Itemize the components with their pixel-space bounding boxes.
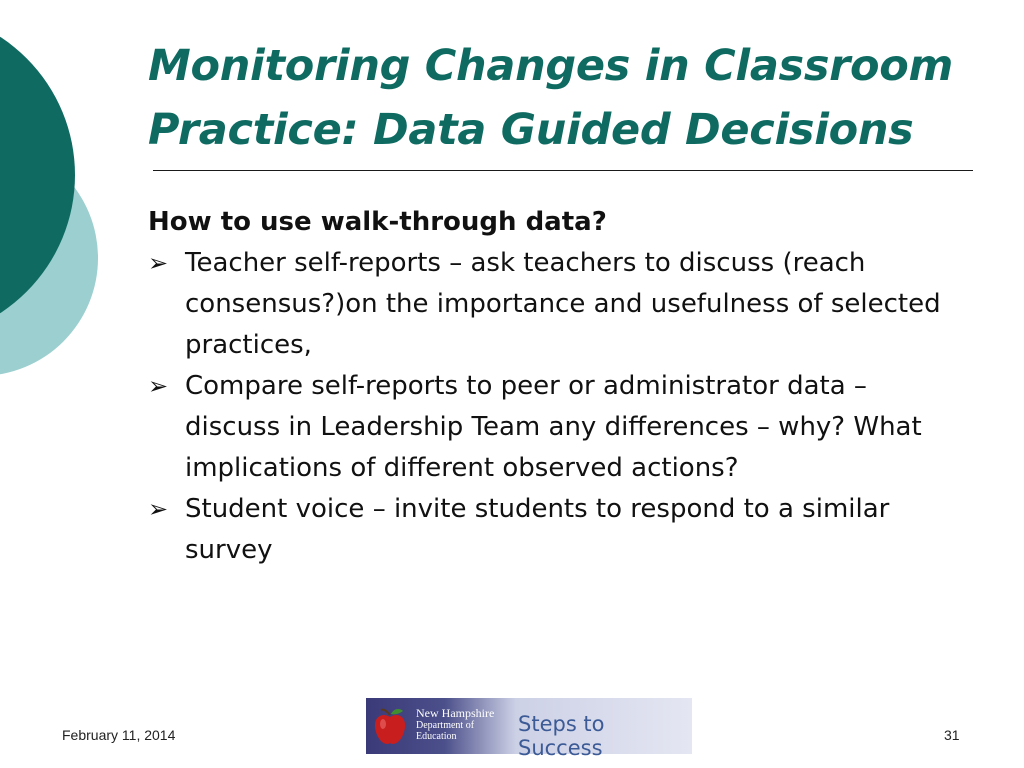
arrow-bullet-icon: ➢ xyxy=(148,249,169,277)
logo-org-line: Department of xyxy=(416,720,475,731)
logo-org-name xyxy=(416,707,494,742)
slide-body xyxy=(148,202,948,571)
arrow-bullet-icon: ➢ xyxy=(148,495,169,523)
page-number: 31 xyxy=(944,727,960,743)
arrow-bullet-icon: ➢ xyxy=(148,372,169,400)
logo-tagline: Steps to Success xyxy=(518,712,605,760)
list-item xyxy=(148,243,948,366)
logo-org-line: New Hampshire xyxy=(416,706,495,720)
footer-date: February 11, 2014 xyxy=(62,727,176,743)
list-item xyxy=(148,366,948,489)
nh-doe-logo xyxy=(366,698,692,760)
list-item xyxy=(148,489,948,571)
light-teal-circle xyxy=(0,140,98,376)
dark-teal-circle xyxy=(0,10,75,340)
slide-title: Monitoring Changes in Classroom Practice: Data Guided Decisions xyxy=(148,41,954,155)
apple-icon xyxy=(372,706,408,746)
body-heading: How to use walk-through data? xyxy=(148,207,607,237)
bullet-list xyxy=(148,243,948,571)
bullet-text: Compare self-reports to peer or administrator data – discuss in Leadership Team any differences – why? What implications of different observed actions? xyxy=(185,371,922,483)
logo-org-line: Education xyxy=(416,731,457,742)
bullet-text: Teacher self-reports – ask teachers to discuss (reach consensus?)on the importance and usefulness of selected practices, xyxy=(185,248,941,360)
title-divider xyxy=(153,170,973,171)
bullet-text: Student voice – invite students to respond to a similar survey xyxy=(185,494,890,565)
